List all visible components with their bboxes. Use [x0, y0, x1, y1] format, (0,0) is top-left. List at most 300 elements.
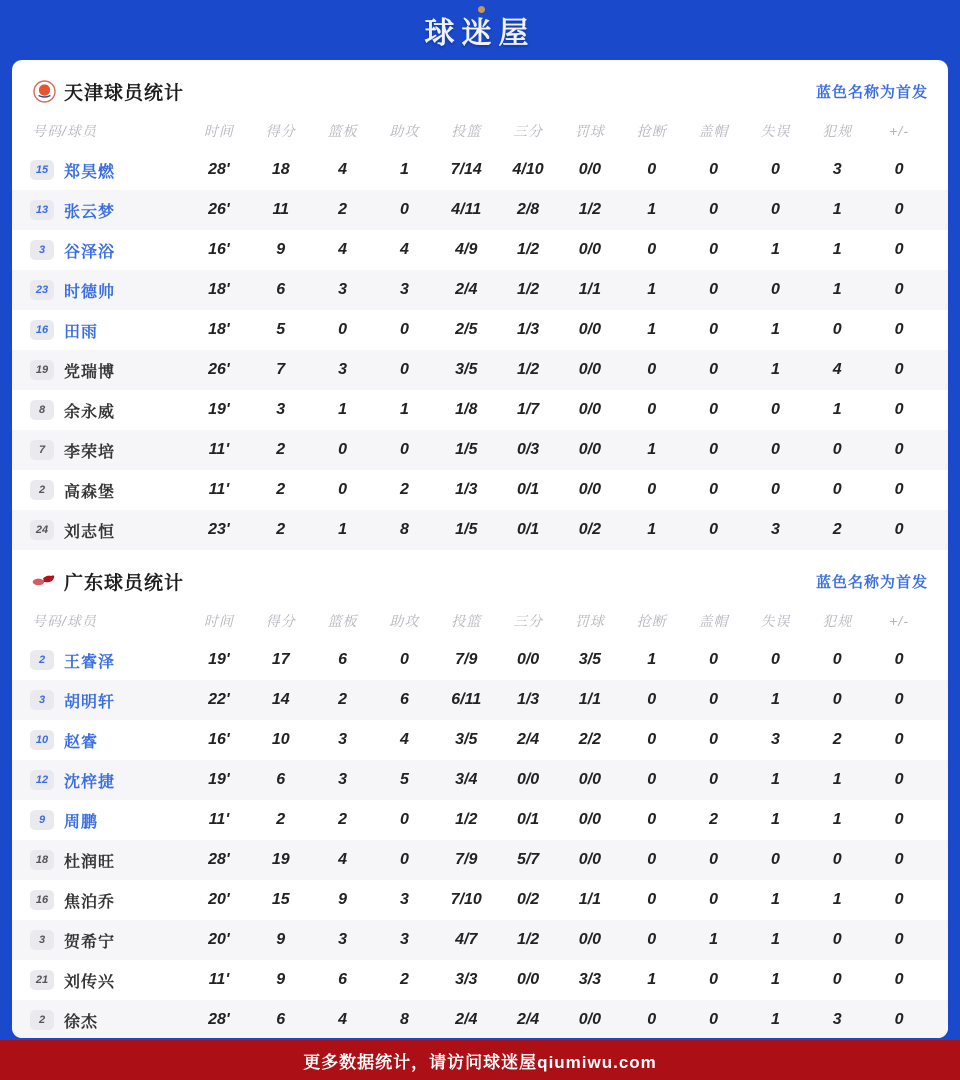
stat-cell: 3/4 [455, 771, 478, 788]
column-header: 犯规 [822, 123, 853, 139]
column-header: 时间 [203, 123, 234, 139]
stat-cell: 1 [399, 401, 409, 418]
stat-cell: 0 [647, 1011, 657, 1028]
table-row [12, 960, 948, 1000]
stat-cell: 19' [208, 651, 230, 668]
stat-cell: 2 [338, 201, 348, 218]
stat-cell: 0 [709, 401, 719, 418]
stat-cell: 0 [894, 851, 904, 868]
stat-cell: 0 [832, 651, 842, 668]
stat-cell: 0 [399, 851, 409, 868]
stat-cell: 0/0 [578, 931, 602, 948]
footer-text: 更多数据统计，请访问球迷屋qiumiwu.com [303, 1052, 657, 1072]
stat-cell: 1 [647, 441, 657, 458]
stat-cell: 1/5 [455, 521, 478, 538]
stat-cell: 1 [770, 931, 780, 948]
stat-cell: 14 [271, 691, 290, 708]
player-cell [30, 199, 188, 222]
stat-cell: 0 [770, 851, 780, 868]
table-body [12, 640, 948, 1038]
logo-gold-dot-icon [478, 6, 485, 13]
table-row [12, 1000, 948, 1038]
section-header [12, 60, 948, 112]
stat-cell: 5 [276, 321, 286, 338]
column-header: +/- [889, 123, 909, 139]
section-title: 天津球员统计 [64, 82, 185, 104]
player-name: 焦泊乔 [64, 893, 116, 911]
stat-cell: 0 [709, 481, 719, 498]
column-header: 抢断 [636, 613, 667, 629]
stat-cell: 1 [832, 281, 842, 298]
stat-cell: 4 [399, 241, 409, 258]
stat-cell: 2/4 [516, 1011, 540, 1028]
stat-cell: 0/0 [578, 811, 602, 828]
stat-cell: 0 [894, 481, 904, 498]
stat-cell: 0 [399, 811, 409, 828]
jersey-number-badge: 18 [30, 850, 54, 870]
player-name: 田雨 [64, 323, 99, 341]
stat-cell: 1 [770, 1011, 780, 1028]
stat-cell: 4/11 [451, 201, 482, 218]
column-header: 犯规 [822, 613, 853, 629]
stat-cell: 0 [832, 441, 842, 458]
stat-cell: 2 [276, 481, 286, 498]
player-name: 余永威 [64, 403, 116, 421]
stat-cell: 2/4 [455, 281, 478, 298]
stat-cell: 0 [709, 321, 719, 338]
player-name: 刘志恒 [64, 523, 116, 541]
column-header-row [12, 602, 948, 640]
column-header: 三分 [513, 613, 544, 629]
stat-cell: 19' [208, 401, 230, 418]
stat-cell: 0 [647, 361, 657, 378]
stat-cell: 0 [709, 971, 719, 988]
stat-cell: 1 [770, 971, 780, 988]
stat-cell: 6/11 [451, 691, 482, 708]
stat-cell: 15 [271, 891, 290, 908]
stat-cell: 3 [770, 521, 780, 538]
stat-cell: 7/14 [450, 161, 482, 178]
stat-cell: 18' [208, 321, 230, 338]
stat-cell: 0 [894, 691, 904, 708]
column-header: 篮板 [327, 613, 358, 629]
stat-cell: 3 [770, 731, 780, 748]
stat-cell: 3 [832, 161, 842, 178]
stat-cell: 0/0 [516, 771, 540, 788]
stat-cell: 28' [208, 1011, 230, 1028]
jersey-number-badge: 3 [30, 930, 54, 950]
stat-cell: 1/2 [516, 931, 540, 948]
stat-cell: 4 [338, 1011, 348, 1028]
stat-cell: 0 [894, 321, 904, 338]
stat-cell: 0 [647, 931, 657, 948]
stat-cell: 0 [770, 161, 780, 178]
column-header: 抢断 [636, 123, 667, 139]
stat-cell: 0 [894, 1011, 904, 1028]
stat-cell: 0/1 [516, 521, 540, 538]
stat-cell: 0 [399, 201, 409, 218]
column-header: 得分 [265, 123, 296, 139]
player-name: 张云梦 [64, 203, 116, 221]
stat-cell: 9 [338, 891, 348, 908]
stat-cell: 0 [338, 441, 348, 458]
player-cell [30, 849, 188, 872]
stat-cell: 6 [399, 691, 409, 708]
jersey-number-badge: 21 [30, 970, 54, 990]
stat-cell: 0 [709, 361, 719, 378]
stat-cell: 3 [338, 281, 348, 298]
table-row [12, 880, 948, 920]
stat-cell: 7/10 [450, 891, 482, 908]
stat-cell: 1 [770, 691, 780, 708]
stat-cell: 1/3 [516, 691, 540, 708]
stat-cell: 0 [894, 521, 904, 538]
stat-cell: 0 [894, 241, 904, 258]
stat-cell: 4 [399, 731, 409, 748]
player-cell [30, 399, 188, 422]
player-cell [30, 319, 188, 342]
stat-cell: 3 [338, 731, 348, 748]
column-header: 罚球 [574, 613, 605, 629]
stat-cell: 1 [832, 201, 842, 218]
stat-cell: 0/0 [516, 971, 540, 988]
player-name: 高森堡 [64, 483, 116, 501]
player-cell [30, 279, 188, 302]
stat-cell: 0 [647, 161, 657, 178]
column-header: 篮板 [327, 123, 358, 139]
stat-cell: 0 [894, 931, 904, 948]
jersey-number-badge: 19 [30, 360, 54, 380]
stat-cell: 0 [894, 891, 904, 908]
stat-cell: 1 [338, 401, 348, 418]
jersey-number-badge: 16 [30, 890, 54, 910]
stat-cell: 7/9 [455, 851, 478, 868]
stat-cell: 1/1 [578, 281, 602, 298]
stat-cell: 4 [338, 851, 348, 868]
stat-cell: 0 [647, 891, 657, 908]
jersey-number-badge: 7 [30, 440, 54, 460]
stat-cell: 1 [338, 521, 348, 538]
table-row [12, 840, 948, 880]
stat-cell: 3 [399, 891, 409, 908]
stat-cell: 0/0 [578, 241, 602, 258]
stat-cell: 1 [647, 321, 657, 338]
column-header: 得分 [265, 613, 296, 629]
stat-cell: 28' [208, 161, 230, 178]
stat-cell: 0 [709, 691, 719, 708]
column-header: 助攻 [389, 613, 420, 629]
jersey-number-badge: 2 [30, 650, 54, 670]
player-name: 胡明轩 [64, 693, 116, 711]
stat-cell: 3/5 [455, 731, 478, 748]
stat-cell: 1/2 [455, 811, 478, 828]
player-cell [30, 969, 188, 992]
stat-cell: 5/7 [516, 851, 540, 868]
column-header: 罚球 [574, 123, 605, 139]
stat-cell: 6 [276, 1011, 286, 1028]
stat-cell: 0 [338, 481, 348, 498]
stat-cell: 0/0 [578, 851, 602, 868]
stat-cell: 0 [647, 481, 657, 498]
stat-cell: 2/4 [455, 1011, 478, 1028]
stat-cell: 17 [271, 651, 290, 668]
stat-cell: 0 [399, 361, 409, 378]
column-header: 失误 [760, 613, 791, 629]
stat-cell: 4 [338, 241, 348, 258]
stat-cell: 9 [276, 931, 286, 948]
stat-cell: 0 [770, 651, 780, 668]
table-row [12, 350, 948, 390]
stat-cell: 0 [832, 931, 842, 948]
stat-cell: 0 [832, 971, 842, 988]
stat-cell: 3/5 [455, 361, 478, 378]
table-row [12, 230, 948, 270]
stat-cell: 6 [276, 281, 286, 298]
starter-legend: 蓝色名称为首发 [815, 83, 928, 101]
stat-cell: 0/0 [578, 441, 602, 458]
player-name: 刘传兴 [64, 973, 116, 991]
player-name: 杜润旺 [64, 853, 116, 871]
player-cell [30, 689, 188, 712]
stat-cell: 1 [647, 281, 657, 298]
jersey-number-badge: 16 [30, 320, 54, 340]
player-name: 党瑞博 [64, 363, 116, 381]
section-title: 广东球员统计 [64, 572, 185, 594]
stat-cell: 3 [276, 401, 286, 418]
stat-cell: 0 [709, 1011, 719, 1028]
table-row [12, 800, 948, 840]
player-cell [30, 929, 188, 952]
table-row [12, 510, 948, 550]
stat-cell: 0 [832, 851, 842, 868]
stat-cell: 3/3 [455, 971, 478, 988]
jersey-number-badge: 13 [30, 200, 54, 220]
stat-cell: 6 [276, 771, 286, 788]
jersey-number-badge: 8 [30, 400, 54, 420]
stat-cell: 11' [208, 971, 230, 988]
site-logo-text: 球迷屋 [424, 17, 536, 50]
player-cell [30, 519, 188, 542]
stat-cell: 18 [271, 161, 290, 178]
stat-cell: 0/0 [516, 651, 540, 668]
jersey-number-badge: 2 [30, 480, 54, 500]
stat-cell: 1 [399, 161, 409, 178]
stat-cell: 0 [709, 281, 719, 298]
stat-cell: 0 [832, 691, 842, 708]
stat-cell: 26' [208, 361, 230, 378]
stat-cell: 2/8 [516, 201, 540, 218]
player-cell [30, 649, 188, 672]
stat-cell: 0 [894, 201, 904, 218]
stat-cell: 1/1 [578, 891, 602, 908]
stat-cell: 1 [770, 771, 780, 788]
stat-cell: 23' [208, 521, 230, 538]
jersey-number-badge: 3 [30, 690, 54, 710]
table-row [12, 720, 948, 760]
stat-cell: 19' [208, 771, 230, 788]
stat-cell: 0 [832, 481, 842, 498]
stat-cell: 2 [276, 521, 286, 538]
player-cell [30, 1009, 188, 1032]
stat-cell: 0/3 [516, 441, 540, 458]
stat-cell: 16' [208, 731, 230, 748]
stat-cell: 8 [399, 521, 409, 538]
player-cell [30, 809, 188, 832]
player-cell [30, 159, 188, 182]
stat-cell: 0/2 [578, 521, 602, 538]
stat-cell: 11' [208, 441, 230, 458]
stat-cell: 0 [832, 321, 842, 338]
column-header: 失误 [760, 123, 791, 139]
stat-cell: 1/8 [455, 401, 478, 418]
stat-cell: 0 [647, 771, 657, 788]
stat-cell: 4/7 [455, 931, 478, 948]
stat-cell: 2 [276, 441, 286, 458]
jersey-number-badge: 15 [30, 160, 54, 180]
table-row [12, 430, 948, 470]
stat-cell: 3 [832, 1011, 842, 1028]
player-cell [30, 479, 188, 502]
player-cell [30, 769, 188, 792]
jersey-number-badge: 23 [30, 280, 54, 300]
stat-cell: 0 [894, 971, 904, 988]
stat-cell: 0 [709, 161, 719, 178]
table-row [12, 640, 948, 680]
player-name: 时德帅 [64, 283, 116, 301]
table-row [12, 680, 948, 720]
stat-cell: 0 [894, 651, 904, 668]
stat-cell: 0 [709, 441, 719, 458]
player-name: 谷泽浴 [64, 243, 116, 261]
stat-cell: 0 [894, 771, 904, 788]
stat-cell: 6 [338, 971, 348, 988]
column-header: 投篮 [451, 613, 482, 629]
stat-cell: 11' [208, 811, 230, 828]
stat-cell: 1 [832, 771, 842, 788]
player-cell [30, 359, 188, 382]
stats-card [12, 60, 948, 1038]
section-header [12, 550, 948, 602]
guangdong-team-logo-icon [32, 569, 56, 593]
site-footer [0, 1040, 960, 1080]
jersey-number-badge: 9 [30, 810, 54, 830]
stat-cell: 0 [894, 811, 904, 828]
jersey-number-badge: 2 [30, 1010, 54, 1030]
stat-cell: 0 [399, 651, 409, 668]
stat-cell: 8 [399, 1011, 409, 1028]
jersey-number-badge: 12 [30, 770, 54, 790]
stat-cell: 2/2 [578, 731, 602, 748]
table-row [12, 310, 948, 350]
player-name: 王睿泽 [64, 653, 116, 671]
team-stats-section-guangdong [12, 550, 948, 1038]
stat-cell: 3 [338, 361, 348, 378]
stat-cell: 1/2 [578, 201, 602, 218]
stat-cell: 20' [208, 931, 230, 948]
stat-cell: 0 [894, 161, 904, 178]
table-row [12, 760, 948, 800]
table-row [12, 390, 948, 430]
stat-cell: 16' [208, 241, 230, 258]
jersey-number-badge: 24 [30, 520, 54, 540]
stat-cell: 6 [338, 651, 348, 668]
stat-cell: 1 [832, 891, 842, 908]
player-cell [30, 889, 188, 912]
stat-cell: 0 [709, 201, 719, 218]
stat-cell: 2 [399, 481, 409, 498]
jersey-number-badge: 3 [30, 240, 54, 260]
stat-cell: 2 [338, 691, 348, 708]
stat-cell: 0/0 [578, 771, 602, 788]
stat-cell: 9 [276, 971, 286, 988]
stat-cell: 20' [208, 891, 230, 908]
stat-cell: 1/3 [516, 321, 540, 338]
stat-cell: 4 [832, 361, 842, 378]
stat-cell: 18' [208, 281, 230, 298]
stat-cell: 10 [271, 731, 290, 748]
stat-cell: 1/2 [516, 281, 540, 298]
stat-cell: 3 [399, 281, 409, 298]
table-row [12, 470, 948, 510]
stat-cell: 7/9 [455, 651, 478, 668]
player-name: 徐杰 [64, 1013, 99, 1031]
stat-cell: 2 [338, 811, 348, 828]
column-header: 盖帽 [698, 123, 729, 139]
table-row [12, 270, 948, 310]
table-row [12, 150, 948, 190]
stat-cell: 0/0 [578, 1011, 602, 1028]
stat-cell: 0/2 [516, 891, 540, 908]
stat-cell: 2 [832, 731, 842, 748]
stat-cell: 7 [276, 361, 286, 378]
stat-cell: 2 [276, 811, 286, 828]
stat-cell: 1/2 [516, 241, 540, 258]
stat-cell: 1 [770, 361, 780, 378]
stat-cell: 1 [832, 241, 842, 258]
stat-cell: 2/5 [455, 321, 478, 338]
player-name: 郑昊燃 [64, 163, 116, 181]
stat-cell: 0 [647, 731, 657, 748]
stat-cell: 0 [709, 731, 719, 748]
stat-cell: 0 [770, 401, 780, 418]
column-header: 号码/球员 [32, 123, 97, 139]
stat-cell: 22' [208, 691, 230, 708]
stat-cell: 28' [208, 851, 230, 868]
table-row [12, 190, 948, 230]
stat-cell: 1/5 [455, 441, 478, 458]
team-stats-section-tianjin [12, 60, 948, 550]
player-name: 贺希宁 [64, 933, 116, 951]
site-header [0, 0, 960, 60]
stat-cell: 0 [647, 691, 657, 708]
stat-cell: 3 [338, 771, 348, 788]
stat-cell: 0 [338, 321, 348, 338]
stat-cell: 1/7 [516, 401, 540, 418]
stat-cell: 0 [709, 891, 719, 908]
stat-cell: 3/5 [578, 651, 602, 668]
stat-cell: 0/0 [578, 361, 602, 378]
stat-cell: 1/3 [455, 481, 478, 498]
table-body [12, 150, 948, 550]
player-cell [30, 439, 188, 462]
player-cell [30, 729, 188, 752]
stat-cell: 1 [647, 521, 657, 538]
stat-cell: 0 [647, 241, 657, 258]
stat-cell: 1 [770, 321, 780, 338]
stat-cell: 1 [770, 811, 780, 828]
stat-cell: 1/1 [578, 691, 602, 708]
stat-cell: 0/0 [578, 161, 602, 178]
